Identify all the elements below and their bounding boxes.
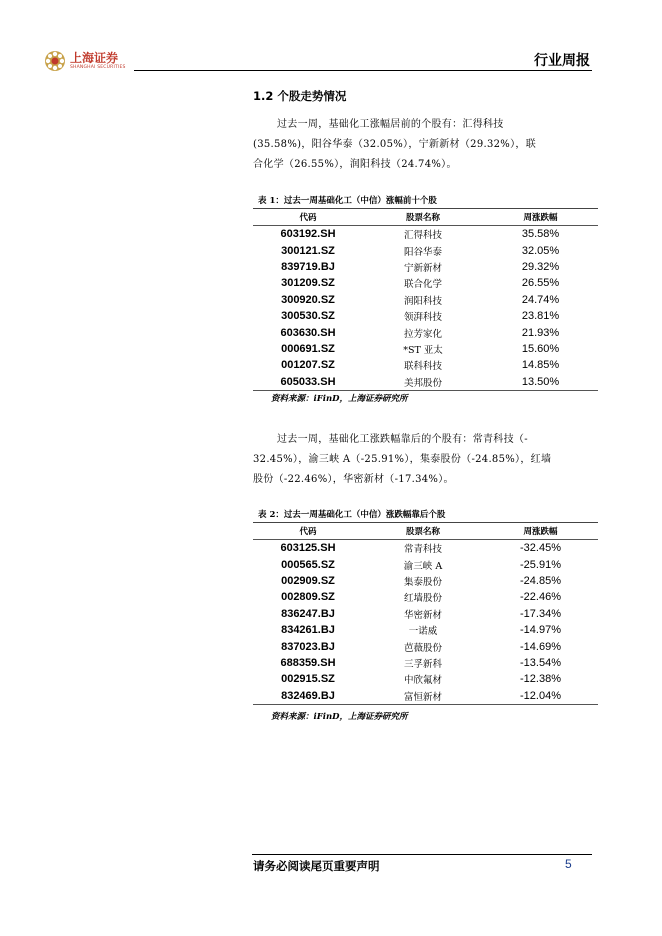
weekly-change-cell: 29.32% — [521, 260, 560, 273]
table2-header-name: 股票名称 — [405, 527, 440, 537]
table-row — [253, 688, 598, 705]
stock-name-cell: 联合化学 — [403, 279, 442, 291]
header-divider — [134, 70, 592, 71]
table-row — [253, 573, 598, 589]
logo-cn-text: 上海证券 — [70, 51, 119, 65]
stock-name-cell: 汇得科技 — [403, 230, 442, 242]
para2-line3: 股份（-22.46%），华密新材（-17.34%）。 — [253, 474, 454, 485]
weekly-change-cell: -12.04% — [520, 689, 561, 702]
stock-code-cell: 002915.SZ — [281, 673, 335, 686]
table-row — [253, 324, 598, 340]
para2-line1: 过去一周，基础化工涨跌幅靠后的个股有：常青科技（- — [277, 434, 528, 445]
logo-text — [66, 52, 126, 70]
weekly-change-cell: -24.85% — [520, 574, 561, 587]
weekly-change-cell: -25.91% — [520, 558, 561, 571]
table2-top-losers — [253, 522, 598, 705]
weekly-change-cell: -14.97% — [520, 624, 561, 637]
table1-header-name: 股票名称 — [405, 213, 440, 223]
table-row — [253, 374, 598, 391]
stock-code-cell: 832469.BJ — [281, 689, 335, 702]
weekly-change-cell: -14.69% — [520, 640, 561, 653]
table-row — [253, 357, 598, 373]
table-row — [253, 638, 598, 654]
table2-header-change: 周涨跌幅 — [523, 527, 558, 537]
weekly-change-cell: 13.50% — [521, 375, 560, 388]
table-row — [253, 622, 598, 638]
stock-code-cell: 300920.SZ — [281, 293, 335, 306]
table1-body — [253, 226, 598, 391]
table1-top-gainers — [253, 208, 598, 391]
weekly-change-cell: 14.85% — [521, 359, 560, 372]
stock-code-cell: 836247.BJ — [281, 607, 335, 620]
table-row — [253, 671, 598, 687]
stock-name-cell: 宁新新材 — [403, 262, 442, 274]
logo-en-text: SHANGHAI SECURITIES — [70, 65, 126, 70]
table-row — [253, 540, 598, 556]
stock-code-cell: 301209.SZ — [281, 277, 335, 290]
table1-header-row — [253, 209, 598, 226]
para1-line1: 过去一周，基础化工涨幅居前的个股有：汇得科技 — [277, 119, 504, 130]
weekly-change-cell: -12.38% — [520, 673, 561, 686]
stock-name-cell: 美邦股份 — [403, 377, 442, 389]
report-type-title: 行业周报 — [534, 53, 590, 69]
stock-name-cell: 润阳科技 — [403, 295, 442, 307]
paragraph-top-losers — [253, 430, 590, 490]
stock-code-cell: 002909.SZ — [281, 574, 335, 587]
table1-caption: 表 1：过去一周基础化工（中信）涨幅前十个股 — [258, 196, 437, 206]
stock-code-cell: 837023.BJ — [281, 640, 335, 653]
table-row — [253, 655, 598, 671]
stock-code-cell: 000565.SZ — [281, 558, 335, 571]
stock-name-cell: 华密新材 — [403, 609, 442, 621]
stock-code-cell: 001207.SZ — [281, 359, 335, 372]
table-row — [253, 242, 598, 258]
stock-code-cell: 000691.SZ — [281, 342, 335, 355]
brand-logo — [44, 50, 126, 72]
stock-code-cell: 834261.BJ — [281, 624, 335, 637]
footer-divider — [252, 854, 592, 855]
stock-code-cell: 300530.SZ — [281, 310, 335, 323]
weekly-change-cell: -13.54% — [520, 656, 561, 669]
weekly-change-cell: -32.45% — [520, 542, 561, 555]
stock-name-cell: 拉芳家化 — [403, 328, 442, 340]
table-row — [253, 606, 598, 622]
stock-code-cell: 300121.SZ — [281, 244, 335, 257]
table2-body — [253, 540, 598, 705]
table2-header-row — [253, 523, 598, 540]
weekly-change-cell: 23.81% — [521, 310, 560, 323]
paragraph-top-gainers — [253, 115, 590, 175]
stock-code-cell: 603125.SH — [280, 542, 336, 555]
table1-header-code: 代码 — [299, 213, 317, 223]
para2-line2: 32.45%），渝三峡 A（-25.91%），集泰股份（-24.85%），红墙 — [253, 454, 552, 465]
table1-source: 资料来源：iFinD，上海证券研究所 — [271, 394, 408, 404]
table-row — [253, 556, 598, 572]
stock-name-cell: 阳谷华泰 — [403, 246, 442, 258]
table1-header-change: 周涨跌幅 — [523, 213, 558, 223]
table2-source: 资料来源：iFinD，上海证券研究所 — [271, 712, 408, 722]
weekly-change-cell: 26.55% — [521, 277, 560, 290]
weekly-change-cell: 24.74% — [521, 293, 560, 306]
table-row — [253, 226, 598, 242]
stock-name-cell: *ST 亚太 — [403, 344, 443, 356]
table-row — [253, 341, 598, 357]
stock-name-cell: 渝三峡 A — [403, 560, 443, 572]
stock-code-cell: 603192.SH — [280, 228, 336, 241]
table2-header-code: 代码 — [299, 527, 317, 537]
weekly-change-cell: 21.93% — [521, 326, 560, 339]
stock-name-cell: 中欣氟材 — [403, 675, 442, 687]
table-row — [253, 275, 598, 291]
stock-name-cell: 红墙股份 — [403, 593, 442, 605]
stock-code-cell: 603630.SH — [280, 326, 336, 339]
table-row — [253, 259, 598, 275]
weekly-change-cell: -17.34% — [520, 607, 561, 620]
stock-name-cell: 一诺威 — [408, 626, 438, 638]
stock-code-cell: 839719.BJ — [281, 260, 335, 273]
table-row — [253, 589, 598, 605]
para1-line2: (35.58%)，阳谷华泰（32.05%），宁新新材（29.32%），联 — [253, 139, 536, 150]
logo-emblem-icon — [44, 50, 66, 72]
stock-code-cell: 688359.SH — [280, 656, 336, 669]
weekly-change-cell: 15.60% — [521, 342, 560, 355]
footer-disclaimer: 请务必阅读尾页重要声明 — [253, 859, 380, 873]
table2-caption: 表 2：过去一周基础化工（中信）涨跌幅靠后个股 — [258, 510, 446, 520]
table-row — [253, 292, 598, 308]
stock-code-cell: 002809.SZ — [281, 591, 335, 604]
section-title: 1.2 个股走势情况 — [253, 89, 347, 103]
stock-name-cell: 芭薇股份 — [403, 642, 442, 654]
stock-name-cell: 三孚新科 — [403, 658, 442, 670]
stock-name-cell: 富恒新材 — [403, 691, 442, 703]
stock-name-cell: 常青科技 — [403, 544, 442, 556]
weekly-change-cell: 35.58% — [521, 228, 560, 241]
para1-line3: 合化学（26.55%），润阳科技（24.74%）。 — [253, 159, 457, 170]
stock-name-cell: 联科科技 — [403, 361, 442, 373]
stock-name-cell: 集泰股份 — [403, 576, 442, 588]
stock-name-cell: 领湃科技 — [403, 312, 442, 324]
table-row — [253, 308, 598, 324]
stock-code-cell: 605033.SH — [280, 375, 336, 388]
weekly-change-cell: -22.46% — [520, 591, 561, 604]
page-number: 5 — [565, 857, 572, 871]
weekly-change-cell: 32.05% — [521, 244, 560, 257]
